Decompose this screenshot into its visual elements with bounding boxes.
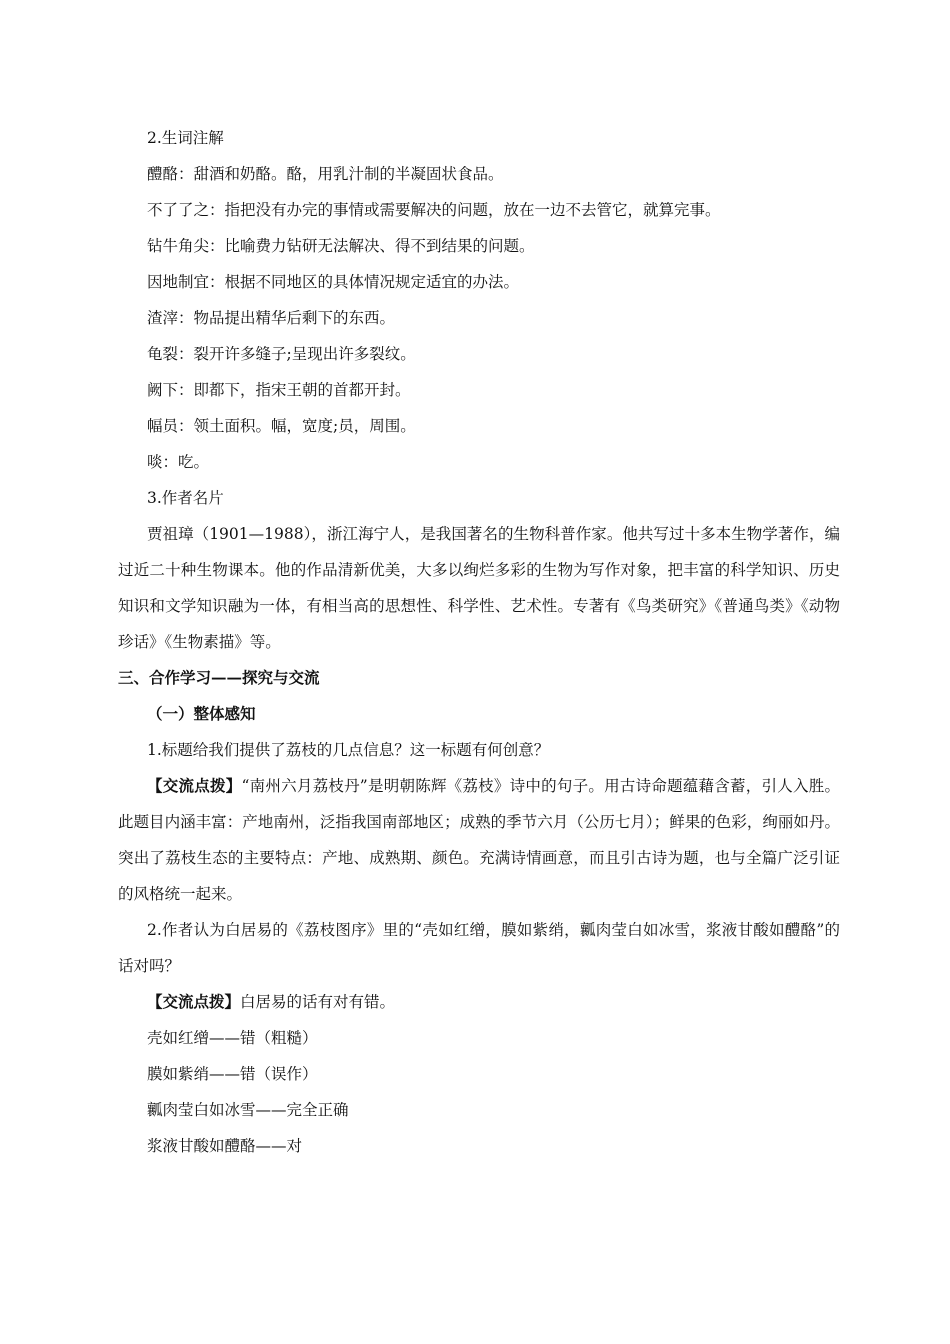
answer-1-text: “南州六月荔枝丹”是明朝陈辉《荔枝》诗中的句子。用古诗命题蕴藉含蓄，引人入胜。此题目内涵丰富：产地南州，泛指我国南部地区；成熟的季节六月（公历七月）；鲜果的色彩，绚丽如丹。突出了荔枝生态的主要特点：产地、成熟期、颜色。充满诗情画意，而且引古诗为题，也与全篇广泛引证的风格统一起来。 xyxy=(118,777,840,903)
subsection-title: （一）整体感知 xyxy=(147,704,256,723)
vocab-item: 因地制宜：根据不同地区的具体情况规定适宜的办法。 xyxy=(147,273,520,291)
question-2: 2.作者认为白居易的《荔枝图序》里的“壳如红缯，膜如紫绡，瓤肉莹白如冰雪，浆液甘酸如醴酪”的话对吗？ xyxy=(118,921,840,975)
vocab-definition: 根据不同地区的具体情况规定适宜的办法。 xyxy=(224,273,520,291)
vocab-item: 阙下：即都下，指宋王朝的首都开封。 xyxy=(147,381,411,399)
vocab-definition: 裂开许多缝子;呈现出许多裂纹。 xyxy=(193,345,416,363)
author-heading: 3.作者名片 xyxy=(147,489,224,507)
vocab-item: 幅员：领土面积。幅，宽度;员，周围。 xyxy=(147,417,416,435)
question-1: 1.标题给我们提供了荔枝的几点信息？这一标题有何创意？ xyxy=(147,741,550,759)
tip-label: 【交流点拨】 xyxy=(147,776,242,795)
vocab-definition: 甜酒和奶酪。酪，用乳汁制的半凝固状食品。 xyxy=(193,165,504,183)
judgement-item: 膜如紫绡——错（误作） xyxy=(147,1065,318,1083)
judgement-item: 壳如红缯——错（粗糙） xyxy=(147,1029,318,1047)
vocab-term: 因地制宜 xyxy=(147,273,210,291)
vocab-term: 钻牛角尖 xyxy=(147,237,210,255)
vocab-term: 阙下 xyxy=(147,381,179,399)
vocab-item: 钻牛角尖：比喻费力钻研无法解决、得不到结果的问题。 xyxy=(147,237,535,255)
judgement-item: 瓤肉莹白如冰雪——完全正确 xyxy=(147,1101,349,1119)
vocab-definition: 即都下，指宋王朝的首都开封。 xyxy=(193,381,411,399)
vocab-item: 龟裂：裂开许多缝子;呈现出许多裂纹。 xyxy=(147,345,416,363)
tip-label: 【交流点拨】 xyxy=(147,992,241,1011)
judgement-list xyxy=(118,1020,840,1164)
answer-1 xyxy=(118,768,840,912)
vocab-term: 渣滓 xyxy=(147,309,179,327)
vocab-item: 渣滓：物品提出精华后剩下的东西。 xyxy=(147,309,396,327)
vocab-item: 醴酪：甜酒和奶酪。酪，用乳汁制的半凝固状食品。 xyxy=(147,165,504,183)
vocab-definition: 物品提出精华后剩下的东西。 xyxy=(193,309,396,327)
vocab-list xyxy=(118,156,840,480)
vocab-definition: 吃。 xyxy=(178,453,210,471)
vocab-heading: 2.生词注解 xyxy=(147,129,224,147)
vocab-item: 不了了之：指把没有办完的事情或需要解决的问题，放在一边不去管它，就算完事。 xyxy=(147,201,721,219)
vocab-term: 不了了之 xyxy=(147,201,210,219)
author-paragraph: 贾祖璋（1901—1988），浙江海宁人，是我国著名的生物科普作家。他共写过十多本生物学著作，编过近二十种生物课本。他的作品清新优美，大多以绚烂多彩的生物为写作对象，把丰富的科学知识、历史知识和文学知识融为一体，有相当高的思想性、科学性、艺术性。专著有《鸟类研究》《普通鸟类》《动物珍话》《生物素描》等。 xyxy=(118,525,840,651)
vocab-definition: 领土面积。幅，宽度;员，周围。 xyxy=(193,417,416,435)
vocab-term: 龟裂 xyxy=(147,345,179,363)
vocab-item: 啖：吃。 xyxy=(147,453,210,471)
section-title: 三、合作学习——探究与交流 xyxy=(118,668,320,687)
vocab-term: 醴酪 xyxy=(147,165,179,183)
vocab-term: 啖 xyxy=(147,453,163,471)
judgement-item: 浆液甘酸如醴酪——对 xyxy=(147,1137,303,1155)
answer-2-text: 白居易的话有对有错。 xyxy=(240,993,396,1011)
document-body xyxy=(118,120,840,1164)
vocab-definition: 指把没有办完的事情或需要解决的问题，放在一边不去管它，就算完事。 xyxy=(224,201,721,219)
vocab-definition: 比喻费力钻研无法解决、得不到结果的问题。 xyxy=(224,237,535,255)
answer-2 xyxy=(118,984,840,1020)
vocab-term: 幅员 xyxy=(147,417,179,435)
